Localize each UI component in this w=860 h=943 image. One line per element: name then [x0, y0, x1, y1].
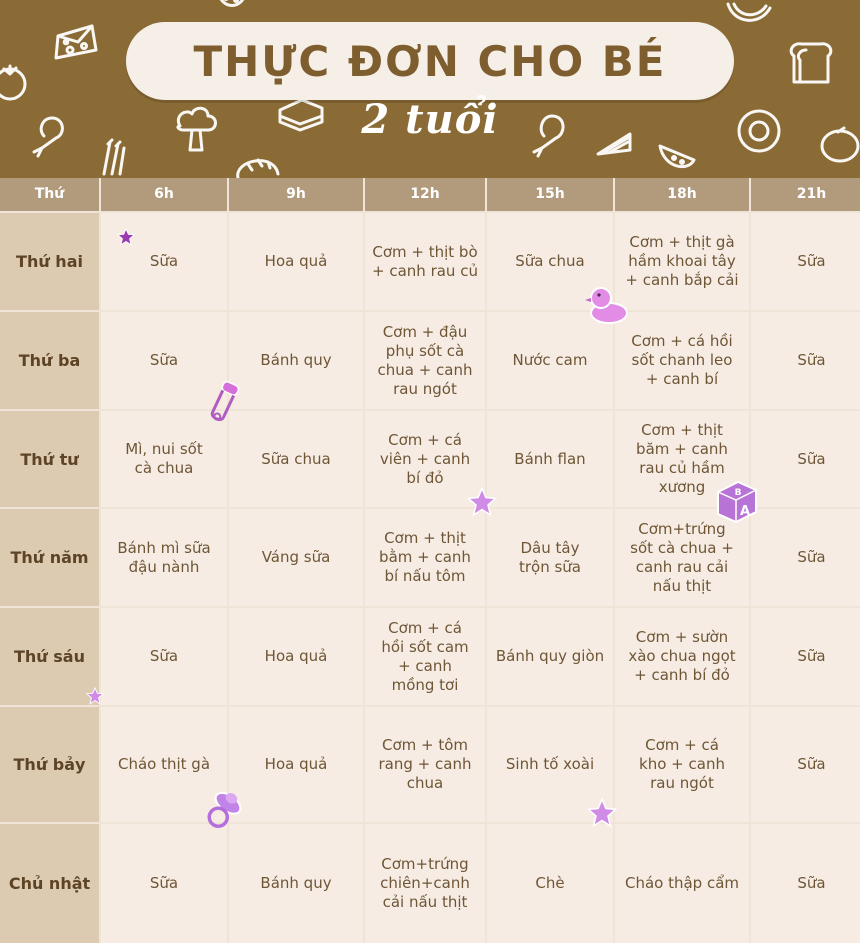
meal-cell — [487, 509, 613, 606]
alphabet-block-icon — [714, 478, 760, 524]
meal-cell — [751, 509, 860, 606]
column-header: 18h — [615, 178, 749, 211]
star-sticker-icon — [86, 687, 104, 705]
meal-text: Sữa — [797, 755, 826, 773]
column-header: Thứ — [0, 178, 99, 211]
meal-text: Sinh tố xoài — [505, 755, 595, 773]
column-header: 6h — [101, 178, 227, 211]
meal-cell — [101, 824, 227, 943]
meal-text: Sữa — [797, 647, 826, 665]
header-banner — [0, 0, 860, 178]
meal-cell — [487, 824, 613, 943]
strawberry-icon — [212, 0, 252, 16]
meal-text: Nước cam — [512, 351, 588, 369]
day-label: Thứ sáu — [0, 608, 99, 705]
meal-cell — [365, 824, 485, 943]
meal-text: Bánh quy giòn — [495, 647, 605, 665]
meal-text: Bánh mì sữa đậu nành — [117, 538, 211, 576]
meal-cell — [365, 707, 485, 822]
meal-cell — [365, 312, 485, 409]
meal-text: Sữa chua — [261, 449, 331, 468]
meal-text: Cơm + đậu phụ sốt cà chua + canh rau ngót — [377, 322, 473, 398]
meal-cell — [101, 509, 227, 606]
meal-text: Cơm + cá viên + canh bí đỏ — [379, 430, 471, 487]
banana-icon — [724, 0, 774, 30]
meal-text: Sữa chua — [515, 252, 585, 270]
meal-cell — [229, 707, 363, 822]
meal-cell — [751, 824, 860, 943]
meal-cell — [101, 608, 227, 705]
meal-cell — [751, 608, 860, 705]
meal-text: Hoa quả — [264, 252, 328, 270]
pacifier-icon — [202, 786, 246, 832]
title-pill — [126, 22, 734, 100]
meal-text: Sữa — [149, 874, 179, 892]
meal-cell — [751, 411, 860, 507]
star-sticker-icon — [467, 487, 497, 517]
meal-text: Cơm + cá hồi sốt cam + canh mồng tơi — [381, 618, 469, 694]
column-header: 15h — [487, 178, 613, 211]
safety-pin-icon — [206, 378, 242, 426]
toast-icon — [786, 38, 836, 86]
meal-text: Bánh flan — [514, 449, 586, 468]
meal-cell — [615, 213, 749, 310]
meal-cell — [615, 824, 749, 943]
meal-cell — [229, 411, 363, 507]
cheese-icon — [52, 20, 100, 64]
meal-cell — [615, 707, 749, 822]
day-label: Thứ tư — [0, 411, 99, 507]
meal-text: Cơm + tôm rang + canh chua — [378, 736, 472, 792]
duck-sticker-icon — [585, 283, 629, 325]
meal-cell — [229, 312, 363, 409]
meal-text: Cơm + thịt băm + canh rau củ hầm xương — [636, 421, 728, 496]
meal-text: Cơm + sườn xào chua ngọt + canh bí đỏ — [628, 628, 736, 684]
meal-text: Cơm+trứng chiên+canh cải nấu thịt — [380, 855, 470, 911]
meal-text: Sữa — [149, 252, 179, 270]
meal-text: Cơm+trứng sốt cà chua + canh rau cải nấu thịt — [630, 519, 734, 595]
day-label: Thứ năm — [0, 509, 99, 606]
meal-text: Chè — [535, 874, 565, 892]
meal-cell — [365, 509, 485, 606]
meal-cell — [229, 213, 363, 310]
bread-icon — [234, 152, 280, 178]
meal-text: Sữa — [149, 647, 179, 665]
day-label: Chủ nhật — [0, 824, 99, 943]
meal-text: Sữa — [797, 548, 826, 566]
column-header: 21h — [751, 178, 860, 211]
meal-text: Dâu tây trộn sữa — [518, 538, 581, 576]
meal-text: Bánh quy — [260, 351, 332, 369]
star-sticker-icon — [117, 228, 135, 246]
meal-cell — [615, 312, 749, 409]
meal-text: Cháo thập cẩm — [624, 874, 740, 892]
day-label: Thứ ba — [0, 312, 99, 409]
day-label: Thứ hai — [0, 213, 99, 310]
star-sticker-icon — [587, 798, 617, 828]
meal-cell — [365, 213, 485, 310]
block-letter-top: B — [734, 488, 742, 498]
page-title: THỰC ĐƠN CHO BÉ — [193, 36, 667, 86]
meal-cell — [229, 608, 363, 705]
meal-text: Hoa quả — [264, 647, 328, 665]
meal-text: Cơm + thịt bằm + canh bí nấu tôm — [379, 529, 471, 585]
meal-cell — [615, 608, 749, 705]
meal-cell — [229, 824, 363, 943]
page-subtitle: 2 tuổi — [361, 96, 499, 143]
column-header: 9h — [229, 178, 363, 211]
meal-cell — [487, 312, 613, 409]
meal-text: Cơm + cá kho + canh rau ngót — [639, 736, 725, 792]
menu-table — [0, 178, 860, 943]
meal-cell — [229, 509, 363, 606]
day-label: Thứ bảy — [0, 707, 99, 822]
meal-text: Cơm + thịt bò + canh rau củ — [372, 242, 478, 280]
meal-text: Cơm + cá hồi sốt chanh leo + canh bí — [631, 332, 733, 388]
column-header: 12h — [365, 178, 485, 211]
meal-text: Cơm + thịt gà hầm khoai tây + canh bắp cải — [625, 233, 739, 289]
meal-text: Hoa quả — [264, 755, 328, 773]
meal-text: Mì, nui sốt cà chua — [125, 440, 203, 477]
watermelon-icon — [656, 138, 696, 174]
meal-cell — [487, 608, 613, 705]
meal-cell — [365, 608, 485, 705]
meal-cell — [487, 411, 613, 507]
meal-text: Sữa — [797, 874, 826, 892]
meal-text: Sữa — [797, 351, 826, 369]
meal-cell — [751, 312, 860, 409]
meal-text: Sữa — [797, 252, 826, 270]
meal-cell — [751, 213, 860, 310]
meal-text: Bánh quy — [260, 874, 332, 892]
meal-cell — [751, 707, 860, 822]
meal-text: Sữa — [149, 351, 179, 369]
meal-text: Sữa — [797, 449, 826, 468]
meal-text: Cháo thịt gà — [117, 755, 211, 773]
block-letter-front: A — [739, 504, 751, 519]
meal-text: Váng sữa — [261, 548, 331, 566]
